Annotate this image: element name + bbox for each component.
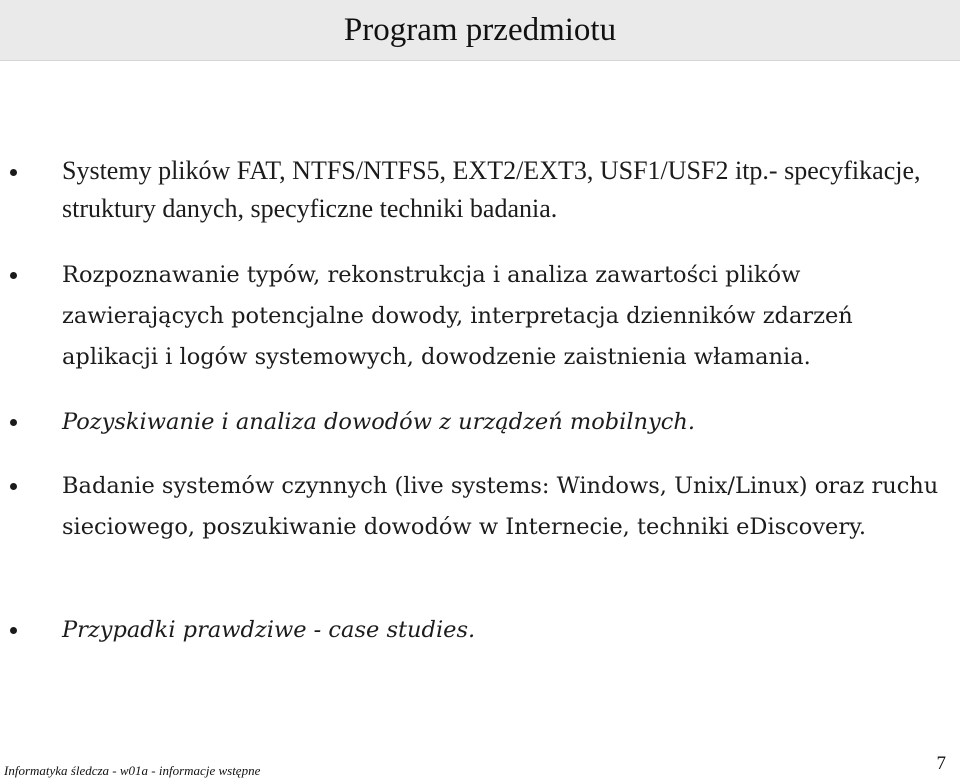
bullet-dot-icon <box>10 483 17 490</box>
bullet-item-file-analysis <box>62 255 942 378</box>
bullet-item-case-studies <box>62 610 942 651</box>
bullet-text: Badanie systemów czynnych (live systems: Windows, Unix/Linux) oraz ruchu sieciowego, poszukiwanie dowodów w Internecie, techniki eDiscovery. <box>62 473 939 540</box>
bullet-item-filesystems <box>62 152 942 228</box>
bullet-dot-icon <box>10 627 17 634</box>
bullet-text: Przypadki prawdziwe - case studies. <box>62 617 476 643</box>
bullet-dot-icon <box>10 272 17 279</box>
page-number: 7 <box>936 753 946 774</box>
bullet-text: Pozyskiwanie i analiza dowodów z urządzeń mobilnych. <box>62 409 695 435</box>
bullet-text: Rozpoznawanie typów, rekonstrukcja i analiza zawartości plików zawierających potencjalne dowody, interpretacja dzienników zdarzeń aplikacji i logów systemowych, dowodzenie zaistnienia włamania. <box>62 262 853 370</box>
bullet-text: Systemy plików FAT, NTFS/NTFS5, EXT2/EXT3, USF1/USF2 itp.- specyfikacje, struktury danych, specyficzne techniki badania. <box>62 156 921 223</box>
bullet-dot-icon <box>10 419 17 426</box>
slide-footer: Informatyka śledcza - w01a - informacje wstępne <box>4 763 261 778</box>
bullet-dot-icon <box>10 169 17 176</box>
bullet-item-live-systems <box>62 466 942 548</box>
bullet-item-mobile <box>62 402 942 443</box>
slide-title: Program przedmiotu <box>343 12 617 48</box>
